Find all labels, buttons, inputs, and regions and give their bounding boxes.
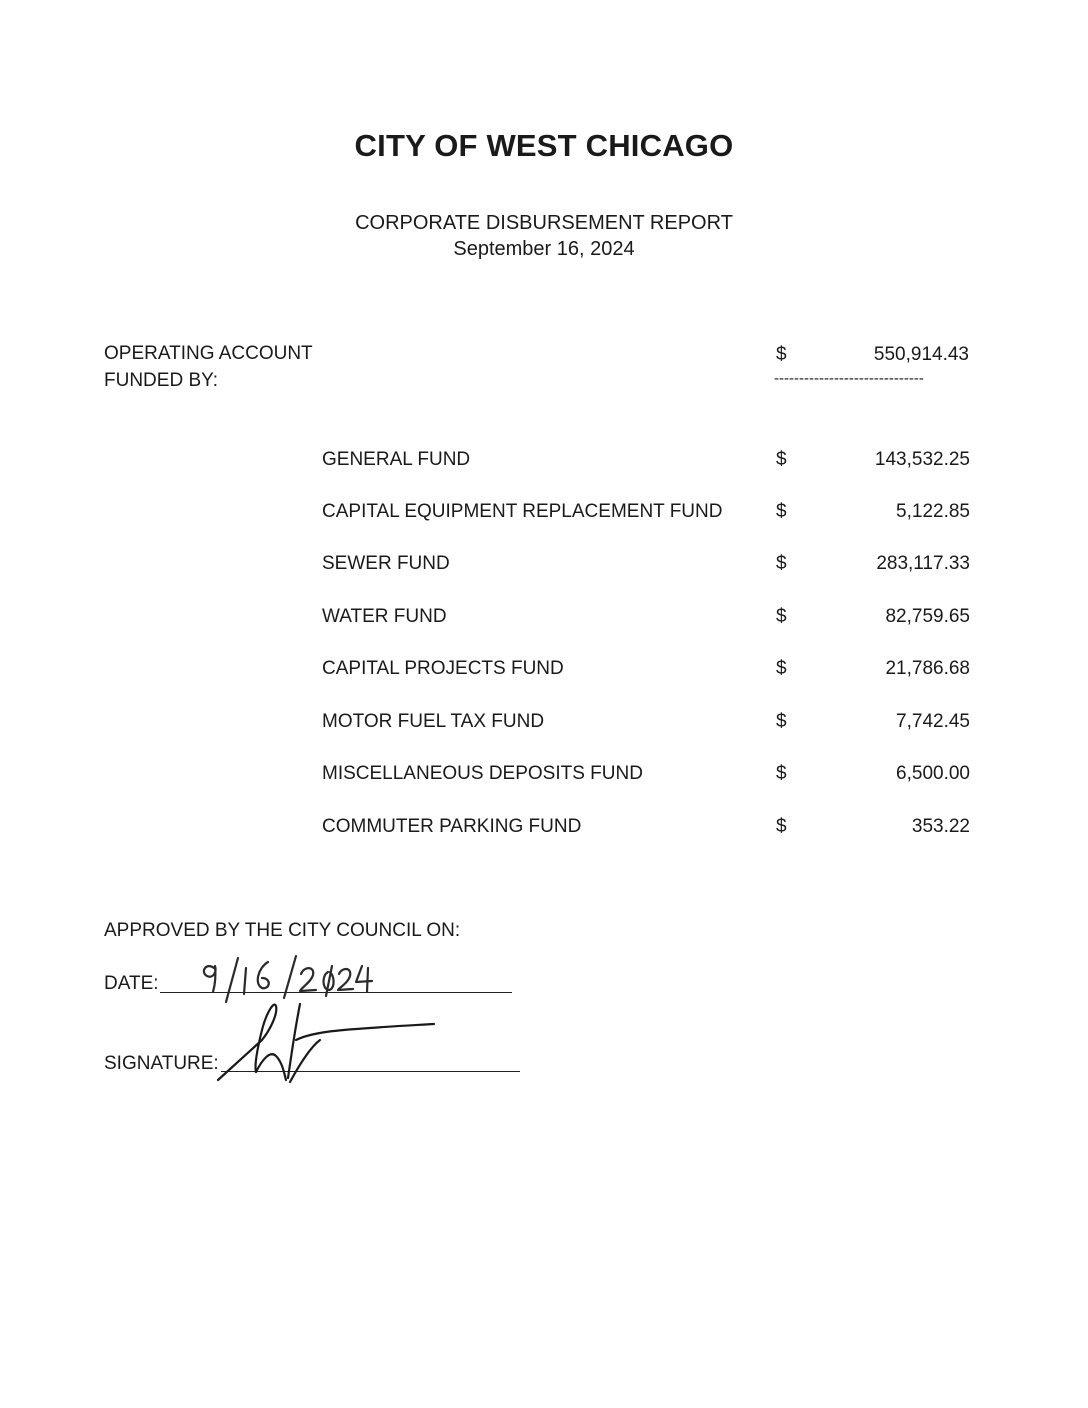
fund-name: CAPITAL EQUIPMENT REPLACEMENT FUND: [322, 501, 723, 522]
fund-name: MOTOR FUEL TAX FUND: [322, 711, 545, 732]
fund-currency: $: [776, 763, 787, 784]
fund-amount: 353.22: [911, 816, 970, 837]
operating-amount: 550,914.43: [873, 344, 969, 365]
fund-amount: 5,122.85: [896, 501, 970, 522]
fund-amount: 7,742.45: [896, 711, 970, 732]
fund-name: WATER FUND: [322, 606, 447, 627]
signature-label: SIGNATURE:: [104, 1053, 219, 1074]
funded-by-label: FUNDED BY:: [104, 370, 219, 391]
report-date: September 16, 2024: [453, 238, 635, 260]
fund-name: CAPITAL PROJECTS FUND: [322, 658, 564, 679]
fund-amount: 6,500.00: [896, 763, 970, 784]
fund-currency: $: [776, 449, 787, 470]
fund-amount: 143,532.25: [874, 449, 970, 470]
fund-currency: $: [776, 816, 787, 837]
date-label: DATE:: [104, 973, 159, 994]
fund-currency: $: [776, 553, 787, 574]
fund-currency: $: [776, 501, 787, 522]
fund-currency: $: [776, 606, 787, 627]
fund-amount: 82,759.65: [885, 606, 970, 627]
operating-account-label: OPERATING ACCOUNT: [104, 343, 313, 364]
total-separator: ------------------------------: [774, 370, 924, 387]
handwritten-date: [204, 956, 372, 1002]
approval-statement: APPROVED BY THE CITY COUNCIL ON:: [104, 920, 461, 941]
city-title: CITY OF WEST CHICAGO: [354, 128, 734, 163]
fund-amount: 21,786.68: [885, 658, 970, 679]
signature-scribble: [218, 1004, 434, 1082]
operating-currency: $: [776, 344, 787, 365]
report-title: CORPORATE DISBURSEMENT REPORT: [355, 212, 733, 234]
fund-amount: 283,117.33: [876, 553, 970, 574]
fund-name: SEWER FUND: [322, 553, 450, 574]
fund-name: COMMUTER PARKING FUND: [322, 816, 582, 837]
fund-name: GENERAL FUND: [322, 449, 471, 470]
fund-name: MISCELLANEOUS DEPOSITS FUND: [322, 763, 643, 784]
fund-currency: $: [776, 711, 787, 732]
fund-currency: $: [776, 658, 787, 679]
